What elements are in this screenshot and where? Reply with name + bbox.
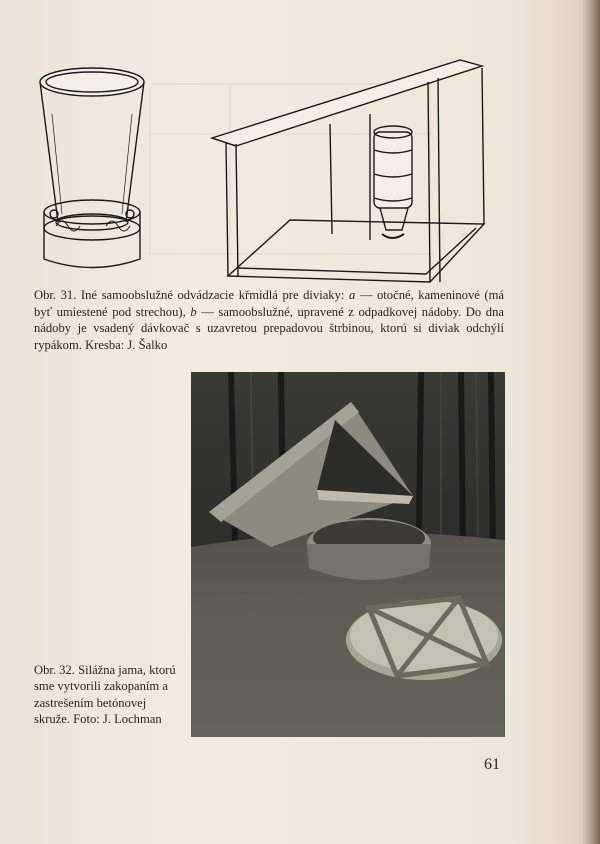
drawing-a-ceramic-feeder: [40, 68, 144, 268]
caption-31-label-b: b: [190, 304, 197, 319]
drawing-b-roofed-feeder: [212, 60, 484, 282]
caption-31-text-b: — samoobslužné, upravené z odpadkovej nádoby. Do dna nádoby je vsadený dávkovač s uzavretou prepadovou štrbinou, ktorú si diviak odchýlí rypákom. Kresba: J. Šalko: [34, 304, 504, 352]
figure-32-photo: [191, 372, 505, 737]
caption-31-lead: Obr. 31. Iné samoobslužné odvádzacie křmidlá pre diviaky:: [34, 288, 349, 302]
binding-shadow: [582, 0, 600, 844]
figure-31-caption: [34, 287, 504, 353]
figure-32-caption: [34, 662, 184, 728]
silage-pit-photo-drawing: [191, 372, 505, 737]
caption-31-text-a: — otočné, kameninové (má byť umiestené pod strechou),: [34, 288, 504, 319]
figure-31-drawing: [30, 54, 520, 284]
caption-31-label-a: a: [348, 288, 356, 302]
caption-32-text: Obr. 32. Silážna jama, ktorú sme vytvorili zakopaním a zastrešením betónovej skruže. Foto: J. Lochman: [34, 663, 176, 727]
page-number: 61: [484, 756, 500, 773]
